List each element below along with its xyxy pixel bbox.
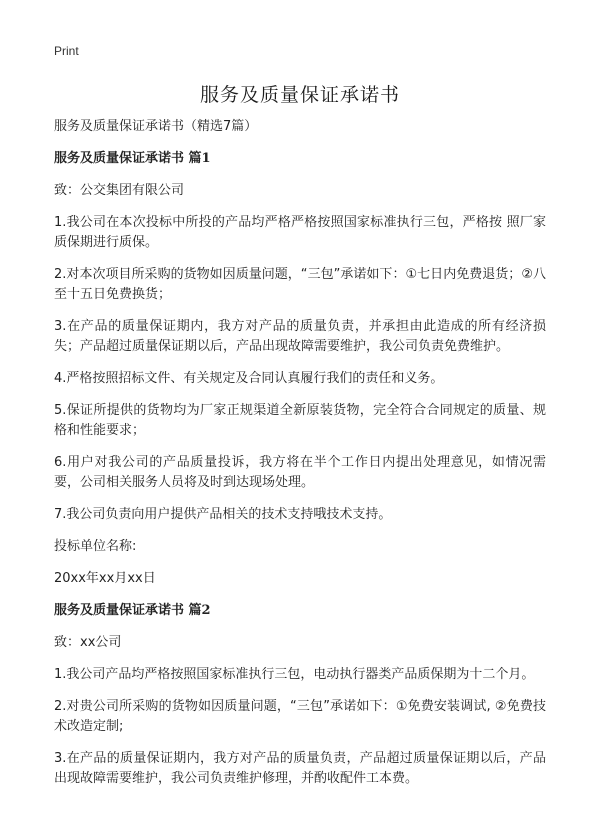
- list-item: 2.对贵公司所采购的货物如因质量问题，“三包”承诺如下：①免费安装调试, ②免费技术改造定制;: [54, 699, 546, 734]
- list-item: 3.在产品的质量保证期内，我方对产品的质量负责，并承担由此造成的所有经济损失；产品超过质量保证期以后，产品出现故障需要维护，我公司负责免费维护。: [54, 319, 546, 354]
- list-item: 6.用户对我公司的产品质量投诉，我方将在半个工作日内提出处理意见，如情况需要，公司相关服务人员将及时到达现场处理。: [54, 455, 546, 490]
- bidder-label: 投标单位名称:: [54, 539, 137, 554]
- section-heading: 服务及质量保证承诺书 篇2: [54, 603, 211, 618]
- section-heading: 服务及质量保证承诺书 篇1: [54, 151, 211, 166]
- recipient-line: 致：公交集团有限公司: [54, 183, 185, 198]
- section-1: [54, 149, 546, 589]
- list-item: 1.我公司产品均严格按照国家标准执行三包，电动执行器类产品质保期为十二个月。: [54, 667, 535, 682]
- print-label: Print: [54, 44, 79, 58]
- list-item: 2.对本次项目所采购的货物如因质量问题，“三包”承诺如下：①七日内免费退货；②八至十五日免费换货；: [54, 267, 546, 302]
- date-line: 20xx年xx月xx日: [54, 571, 156, 586]
- page-title: 服务及质量保证承诺书: [199, 84, 400, 106]
- list-item: 1.我公司在本次投标中所投的产品均严格严格按照国家标准执行三包，严格按 照厂家质保期进行质保。: [54, 215, 546, 250]
- document-subtitle: 服务及质量保证承诺书（精选7篇）: [54, 119, 258, 134]
- document-body: [54, 117, 546, 801]
- list-item: 7.我公司负责向用户提供产品相关的技术支持哦技术支持。: [54, 507, 392, 522]
- section-2: [54, 601, 546, 789]
- list-item: 3.在产品的质量保证期内，我方对产品的质量负责，产品超过质量保证期以后，产品出现故障需要维护，我公司负责维护修理，并酌收配件工本费。: [54, 751, 546, 786]
- recipient-line: 致：xx公司: [54, 635, 122, 650]
- list-item: 5.保证所提供的货物均为厂家正规渠道全新原装货物，完全符合合同规定的质量、规格和性能要求；: [54, 403, 546, 438]
- list-item: 4.严格按照招标文件、有关规定及合同认真履行我们的责任和义务。: [54, 371, 444, 386]
